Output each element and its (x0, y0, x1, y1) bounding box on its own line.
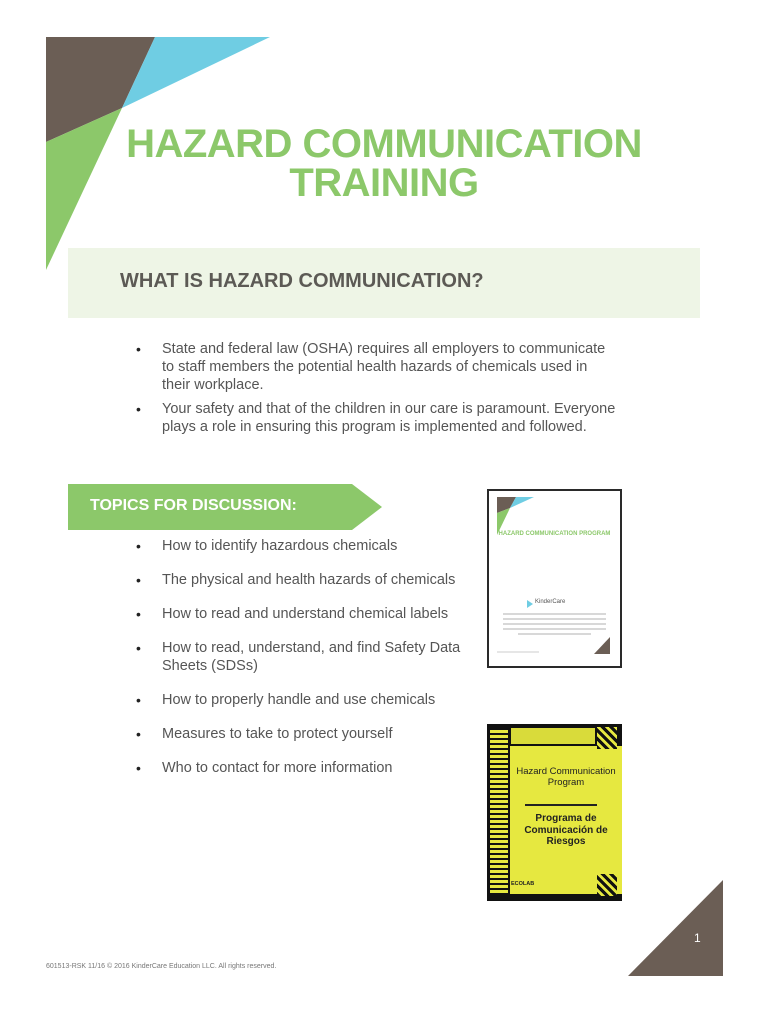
binder-english-title: Hazard Communication Program (516, 766, 616, 788)
topic-bullet: • Measures to take to protect yourself (136, 725, 466, 743)
section-band (68, 248, 700, 318)
page-number: 1 (694, 931, 701, 945)
binder-thumbnail (487, 724, 622, 901)
program-document-logo: KinderCare (535, 599, 566, 605)
topic-bullet: • The physical and health hazards of chemicals (136, 571, 466, 589)
page-title-line-2: TRAINING (289, 161, 479, 205)
binder-top-band (511, 728, 595, 744)
binder-spanish-title: Programa de Comunicación de Riesgos (524, 813, 608, 847)
topics-bullet-list (136, 537, 466, 793)
intro-bullet-list (136, 340, 616, 442)
hazard-stripes-icon (597, 727, 617, 749)
program-document-title: HAZARD COMMUNICATION PROGRAM (498, 531, 611, 537)
ecolab-logo: ECOLAB (511, 881, 535, 887)
intro-bullet: • State and federal law (OSHA) requires all employers to communicate to staff members the potential health hazards of chemicals used in their workplace. (136, 340, 616, 394)
kindercare-logo-icon (527, 600, 533, 608)
hazard-stripes-icon (597, 874, 617, 896)
topic-bullet: • How to identify hazardous chemicals (136, 537, 466, 555)
topic-bullet: • How to read, understand, and find Safety Data Sheets (SDSs) (136, 639, 466, 675)
topic-bullet: • How to read and understand chemical labels (136, 605, 466, 623)
binder-spine (490, 730, 508, 895)
page-number-triangle (620, 870, 730, 980)
topics-heading: TOPICS FOR DISCUSSION: (90, 497, 297, 514)
program-document-thumbnail (487, 489, 622, 668)
section-heading: WHAT IS HAZARD COMMUNICATION? (120, 270, 484, 292)
binder-divider (525, 804, 597, 806)
intro-bullet: • Your safety and that of the children in our care is paramount. Everyone plays a role in ensuring this program is implemented and followed. (136, 400, 616, 436)
program-document-body-lines (503, 613, 606, 638)
topics-tag (68, 484, 382, 530)
page-title-line-1: HAZARD COMMUNICATION (126, 122, 642, 166)
topic-bullet: • How to properly handle and use chemicals (136, 691, 466, 709)
topic-bullet: • Who to contact for more information (136, 759, 466, 777)
footer-copyright: 601513-RSK 11/16 © 2016 KinderCare Education LLC. All rights reserved. (46, 963, 277, 970)
